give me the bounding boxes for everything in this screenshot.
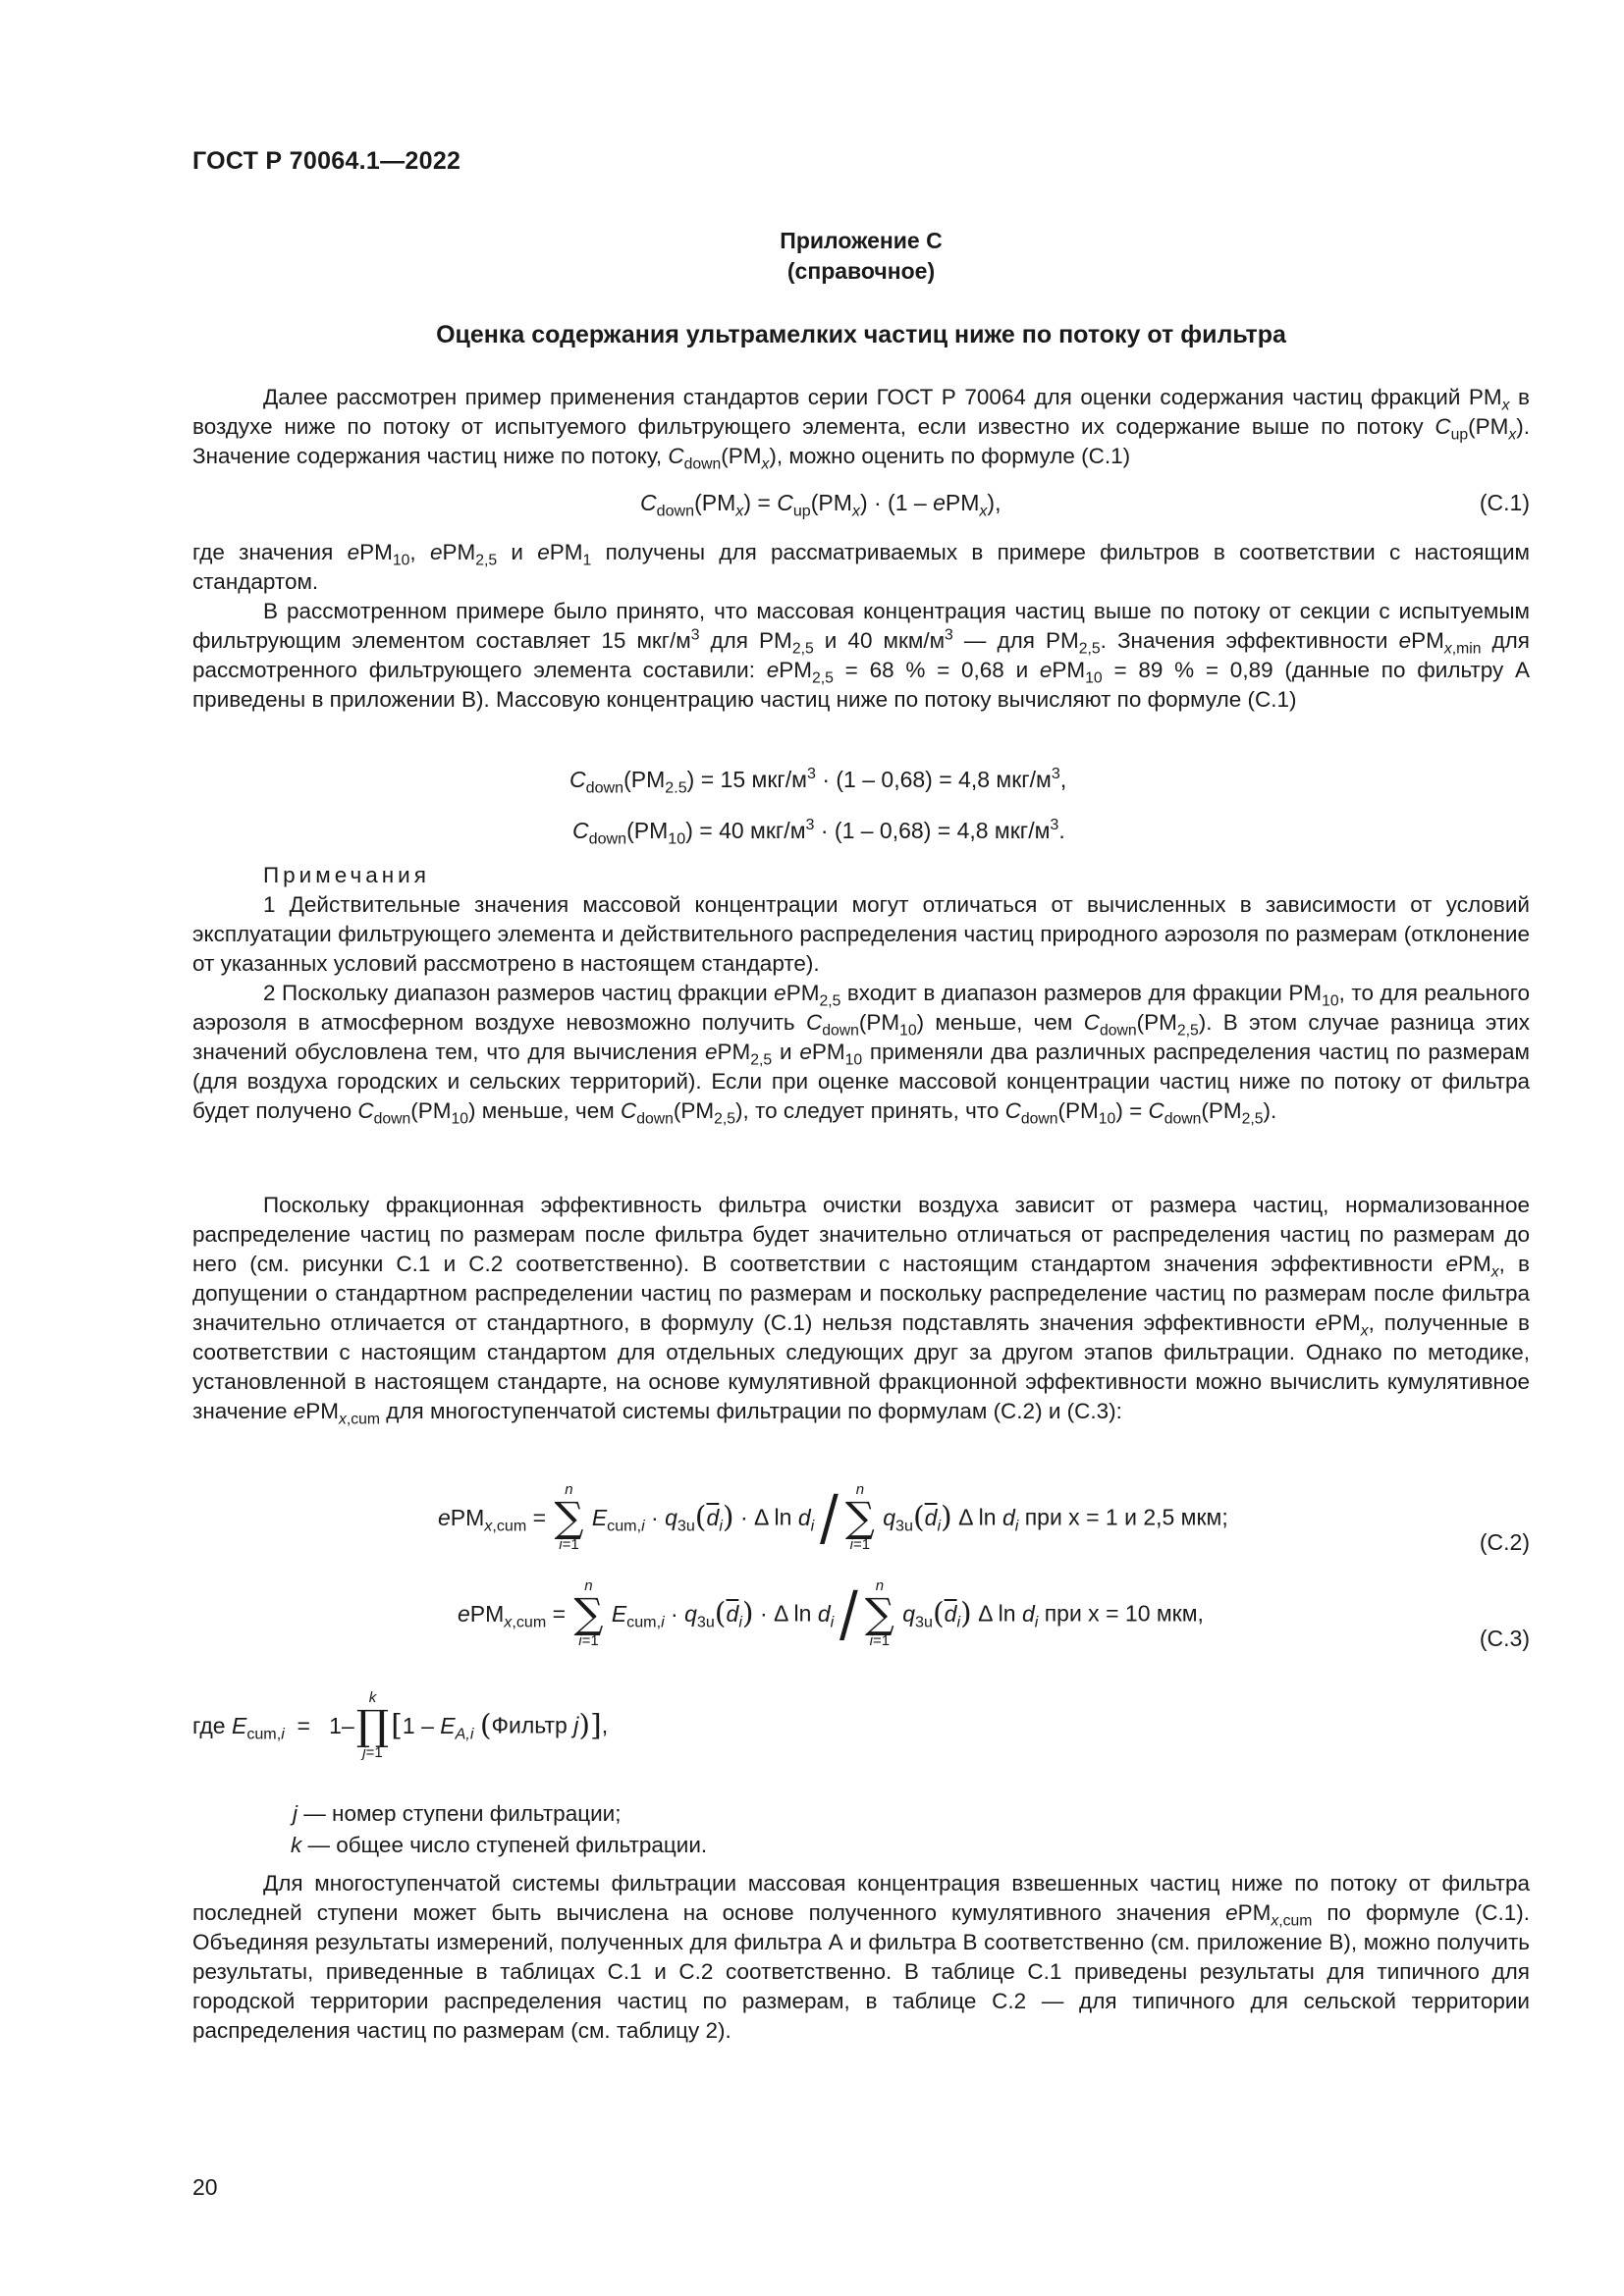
notes-heading: Примечания: [263, 863, 430, 887]
fractional-paragraph: Поскольку фракционная эффективность фильтра очистки воздуха зависит от размера частиц, нормализованное распределение частиц по размерам после фильтра будет значительно отличаться от распределения частиц по размерам до него (см. рисунки С.1 и С.2 соответственно). В соответствии с настоящим стандартом значения эффективности ePM$_x$, в допущении о стандартном распределении частиц по размерам и поскольку распределение частиц по размерам после фильтра значительно отличается от стандартного, в формулу (С.1) нельзя подставлять значения эффективности ePM$_x$, полученные в соответствии с настоящим стандартом для отдельных следующих друг за другом этапов фильтрации. Однако по методике, установленной в настоящем стандарте, на основе кумулятивной фракционной эффективности можно вычислить кумулятивное значение ePM$_{x,cum}$ для многоступенчатой системы фильтрации по формулам (С.2) и (С.3):: [192, 1193, 1530, 1428]
intro-paragraph: Далее рассмотрен пример применения стандартов серии ГОСТ Р 70064 для оценки содержания частиц фракций $PM_x$ в воздухе ниже по потоку от испытуемого фильтрующего элемента, если известно их содержание выше по потоку $C_{up}(PM_x)$. Значение содержания частиц ниже по потоку, $C_{down}(PM_x)$, можно оценить по формуле (С.1): [192, 385, 1530, 473]
document-header: ГОСТ Р 70064.1—2022: [192, 147, 461, 175]
formula-ecum: где $E_{cum,i} = 1-$ k ∏ j=1 [$1 - E_{A,i}$ (Фильтр j)],: [192, 1689, 609, 1761]
annex-label: Приложение С: [780, 228, 943, 253]
calc-pm25: $C_{down}(PM_{2.5}) = 15$ мкг/$м^3 \cdot (1 - 0,68) = 4,8$ мкг/$м^3$,: [569, 765, 1067, 797]
annex-title: Оценка содержания ультрамелких частиц ниже по потоку от фильтра: [436, 321, 1286, 348]
c1-explanation: где значения ePM$_{10}$, ePM$_{2,5}$ и ePM$_1$ получены для рассматриваемых в примере фильтров в соответствии с настоящим стандартом. В рассмотренном примере было принято, что массовая концентрация частиц выше по потоку от секции с испытуемым фильтрующим элементом составляет 15 мкг/$м^3$ для $PM_{2,5}$ и 40 мкм/$м^3$ — для $PM_{2,5}$. Значения эффективности ePM$_{x,min}$ для рассмотренного фильтрующего элемента составили: ePM$_{2,5}$ = 68 % = 0,68 и ePM$_{10}$ = 89 % = 0,89 (данные по фильтру А приведены в приложении В). Массовую концентрацию частиц ниже по потоку вычисляют по формуле (С.1): [192, 540, 1530, 712]
formula-c1: $C_{down}(PM_x) = C_{up}(PM_x) \cdot (1 - ePM_x)$,: [640, 490, 1001, 520]
def-k: k — общее число ступеней фильтрации.: [291, 1833, 708, 1857]
formula-c2: ePM$_{x,cum}$ = n ∑ i=1 $E_{cum,i} \cdot q_{3u}(\overline{d}_i) \cdot \Delta$ $\ln d_i$ / n ∑ i=1 $q_{3u}(\overline{d}_i)$ Δ $\ln d_i$ при x = 1 и 2,5 мкм;: [438, 1481, 1228, 1553]
formula-c3: ePM$_{x,cum}$ = n ∑ i=1 $E_{cum,i} \cdot q_{3u}(\overline{d}_i) \cdot \Delta$ $\ln d_i$ / n ∑ i=1 $q_{3u}(\overline{d}_i)$ Δ $\ln d_i$ при x = 10 мкм,: [458, 1577, 1204, 1649]
formula-c1-label: (С.1): [1479, 490, 1530, 515]
final-paragraph: Для многоступенчатой системы фильтрации массовая концентрация взвешенных частиц ниже по потоку от фильтра последней ступени может быть вычислена на основе полученного кумулятивного значения ePM$_{x,cum}$ по формуле (С.1). Объединяя результаты измерений, полученных для фильтра А и фильтра В соответственно (см. приложение В), можно получить результаты, приведенные в таблицах С.1 и С.2 соответственно. В таблице С.1 приведены результаты для типичного для городской территории распределения частиц по размерам, в таблице С.2 — для типичного для сельской территории распределения частиц по размерам (см. таблицу 2).: [192, 1871, 1530, 2043]
note-1: 1 Действительные значения массовой концентрации могут отличаться от вычисленных в зависимости от условий эксплуатации фильтрующего элемента и действительного распределения частиц природного аэрозоля по размерам (отклонение от указанных условий рассмотрено в настоящем стандарте).: [192, 892, 1530, 976]
page-number: 20: [192, 2174, 218, 2200]
def-j: j — номер ступени фильтрации;: [293, 1801, 622, 1826]
notes-block: [192, 861, 1530, 1126]
formula-c3-label: (С.3): [1479, 1626, 1530, 1651]
annex-type: (справочное): [786, 258, 936, 284]
note-2: 2 Поскольку диапазон размеров частиц фракции ePM$_{2,5}$ входит в диапазон размеров для фракции $PM_{10}$, то для реального аэрозоля в атмосферном воздухе невозможно получить $C_{down}(PM_{10})$ меньше, чем $C_{down}(PM_{2,5})$. В этом случае разница этих значений обусловлена тем, что для вычисления ePM$_{2,5}$ и ePM$_{10}$ применяли два различных распределения частиц по размерам (для воздуха городских и сельских территорий). Если при оценке массовой концентрации частиц ниже по потоку от фильтра будет получено $C_{down}(PM_{10})$ меньше, чем $C_{down}(PM_{2,5})$, то следует принять, что $C_{down}(PM_{10}) = C_{down}(PM_{2,5})$.: [192, 981, 1531, 1128]
formula-c2-label: (С.2): [1479, 1529, 1530, 1555]
calc-pm10: $C_{down}(PM_{10}) = 40$ мкг/$м^3 \cdot (1 - 0,68) = 4,8$ мкг/$м^3$.: [572, 816, 1065, 848]
